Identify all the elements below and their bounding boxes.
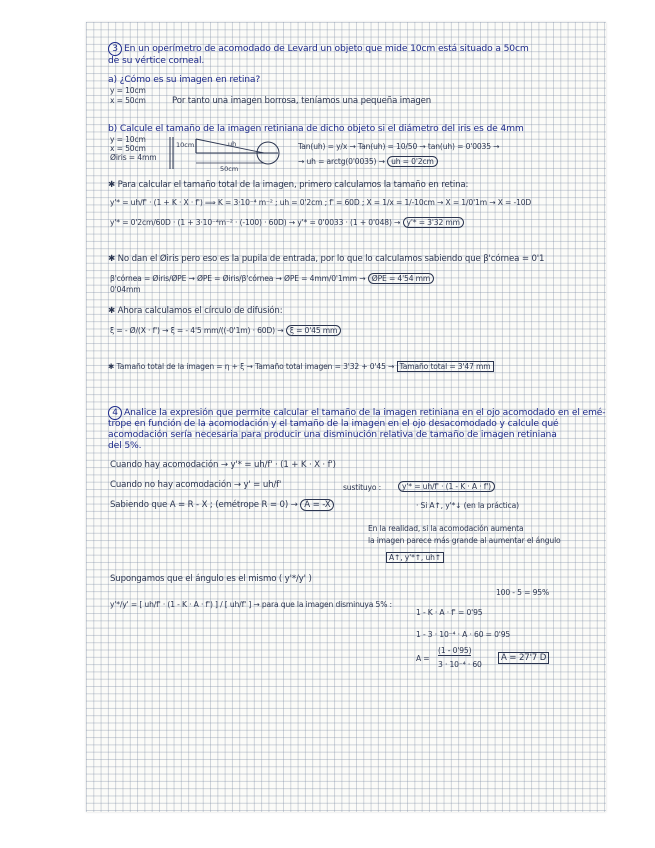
retina-size-formula: y'* = uh/f' · (1 + K · X · f') ⟹ K = 3·10⁻⁴ m⁻² ; uh = 0'2cm ; f' = 60D ; X = 1/x = 1/-10cm → X = 1/0'1m → X = -10D — [110, 198, 532, 207]
emmetrope-result: A = -X — [300, 499, 334, 511]
part-b-arctangent-text: → uh = arctg(0'0035) → — [298, 157, 385, 166]
pupil-equation-text: β'córnea = Øiris/ØPE → ØPE = Øiris/β'córnea → ØPE = 4mm/0'1mm → — [110, 274, 366, 283]
part-a-answer: Por tanto una imagen borrosa, teníamos una pequeña imagen — [172, 96, 432, 106]
problem-4-title-line-2: trope en función de la acomodación y el tamaño de la imagen en el ojo desacomodado y calcule qué — [108, 418, 559, 429]
part-b-angle-result: uh = 0'2cm — [387, 156, 438, 167]
problem-4-title-line-3: acomodación sería necesaria para producir una disminución relativa de tamaño de imagen retiniana — [108, 429, 557, 440]
notebook-page — [86, 22, 606, 812]
accommodation-result: A = 27'7 D — [498, 652, 549, 664]
diffusion-equation-text: ξ = - Ø/(X · f') → ξ = - 4'5 mm/((-0'1m) · 60D) → — [110, 326, 284, 335]
emmetrope-relation — [110, 500, 334, 510]
part-b-tangent-equation: Tan(uh) = y/x → Tan(uh) = 10/50 → tan(uh) = 0'0035 → — [298, 142, 500, 151]
part-b-arctangent-line — [298, 157, 438, 166]
problem-4-title-text: Analice la expresión que permite calcular el tamaño de la imagen retiniana en el ojo acomodado en el emé- — [124, 407, 606, 418]
part-b-y-value: y = 10cm — [110, 135, 146, 144]
result-prefix: A = — [416, 654, 430, 663]
part-b-question: b) Calcule el tamaño de la imagen retiniana de dicho objeto si el diámetro del iris es de 4mm — [108, 123, 524, 134]
total-size-result: Tamaño total = 3'47 mm — [397, 361, 494, 372]
pupil-subscript-note: 0'04mm — [110, 285, 141, 294]
diagram-distance-label: 50cm — [220, 165, 239, 173]
diagram-height-label: 10cm — [176, 141, 195, 149]
size-ratio-equation: y'*/y' = [ uh/f' · (1 - K · A · f') ] / [ uh/f' ] → para que la imagen disminuya 5% : — [110, 600, 392, 609]
part-a-question: a) ¿Cómo es su imagen en retina? — [108, 74, 261, 85]
percentage-calc: 100 - 5 = 95% — [496, 588, 550, 597]
problem-4-title-line-4: del 5%. — [108, 440, 142, 451]
retina-size-heading: ✱ Para calcular el tamaño total de la imagen, primero calculamos la tamaño en retina: — [108, 180, 469, 190]
no-accommodation-case: Cuando no hay acomodación → y' = uh/f' — [110, 480, 282, 490]
diffusion-equation — [110, 326, 341, 335]
problem-number-badge: 3 — [108, 42, 122, 56]
result-denominator: 3 · 10⁻⁴ · 60 — [438, 660, 482, 669]
problem-3-title-line-1 — [108, 42, 529, 56]
pupil-equation — [110, 274, 434, 283]
reality-note-line-2: la imagen parece más grande al aumentar el ángulo — [368, 536, 561, 545]
problem-number-badge: 4 — [108, 406, 122, 420]
substitution-label: sustituyo : — [343, 483, 382, 492]
eye-ray-diagram — [168, 135, 288, 173]
pupil-heading: ✱ No dan el Øiris pero eso es la pupila de entrada, por lo que lo calculamos sabiendo que β'córnea = 0'1 — [108, 254, 545, 264]
accommodation-case: Cuando hay acomodación → y'* = uh/f' · (1 + K · X · f') — [110, 460, 336, 470]
substituted-formula: y'* = uh/f' · (1 - K · A · f') — [398, 481, 495, 492]
numeric-condition: 1 - 3 · 10⁻⁴ · A · 60 = 0'95 — [416, 630, 511, 639]
emmetrope-relation-text: Sabiendo que A = R - X ; (emétrope R = 0) → — [110, 500, 298, 510]
problem-3-title-text: En un operímetro de acomodado de Levard un objeto que mide 10cm está situado a 50cm — [124, 43, 529, 54]
same-angle-assumption: Supongamos que el ángulo es el mismo ( y'*/y' ) — [110, 574, 312, 584]
diffusion-result: ξ = 0'45 mm — [286, 325, 342, 336]
total-size-text: ✱ Tamaño total de la imagen = η + ξ → Tamaño total imagen = 3'32 + 0'45 → — [108, 362, 395, 371]
reality-result: A↑, y'*↑, uh↑ — [386, 552, 444, 563]
diagram-angle-label: uh — [228, 140, 237, 148]
retina-size-substitution-text: y'* = 0'2cm/60D · (1 + 3·10⁻⁴m⁻² · (-100) · 60D) → y'* = 0'0033 · (1 + 0'048) → — [110, 218, 401, 227]
diffusion-heading: ✱ Ahora calculamos el círculo de difusión: — [108, 306, 283, 316]
five-percent-condition: 1 - K · A · f' = 0'95 — [416, 608, 483, 617]
result-numerator: (1 - 0'95) — [438, 646, 472, 655]
practice-note: · Si A↑, y'*↓ (en la práctica) — [416, 501, 519, 510]
retina-size-result: y'* = 3'32 mm — [403, 217, 464, 228]
part-b-x-value: x = 50cm — [110, 144, 146, 153]
pupil-result: ØPE = 4'54 mm — [368, 273, 434, 284]
part-b-iris-value: Øiris = 4mm — [110, 153, 157, 162]
reality-note-line-1: En la realidad, si la acomodación aumenta — [368, 524, 524, 533]
part-a-x-value: x = 50cm — [110, 96, 146, 105]
total-size-line — [108, 362, 494, 371]
part-a-y-value: y = 10cm — [110, 86, 146, 95]
problem-3-title-line-2: de su vértice corneal. — [108, 55, 205, 66]
retina-size-substitution — [110, 218, 464, 227]
